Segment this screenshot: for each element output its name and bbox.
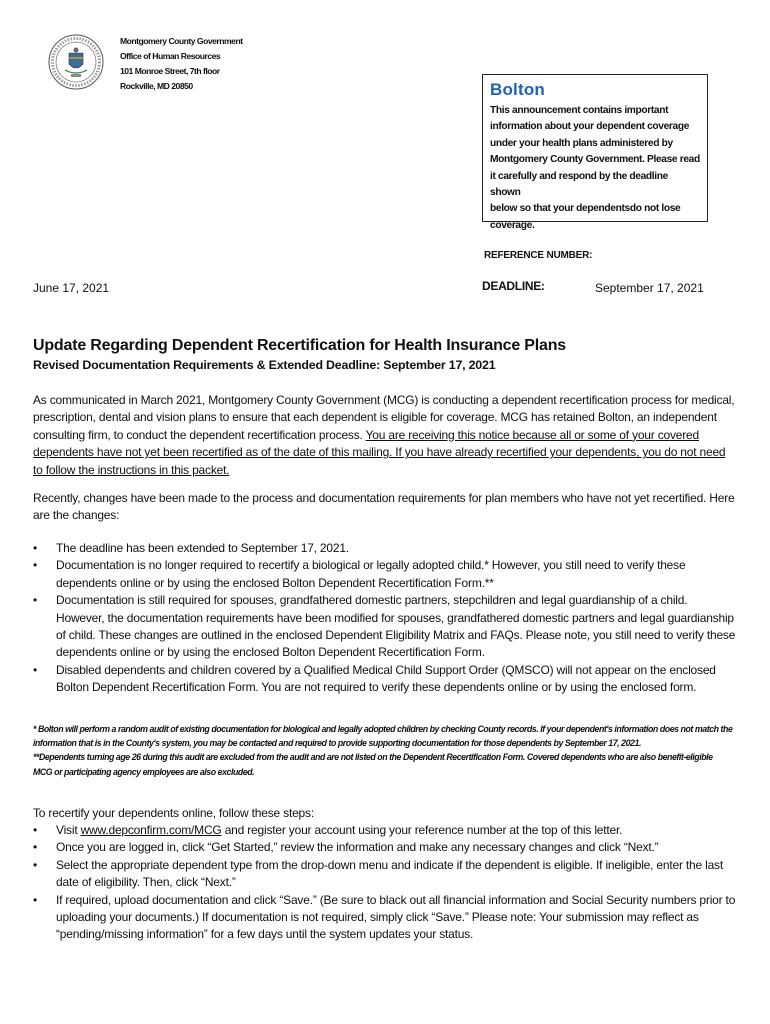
address-line: Rockville, MD 20850 (120, 81, 193, 91)
notice-line: This announcement contains important (490, 105, 669, 116)
footnote: * Bolton will perform a random audit of existing documentation for biological and legally adopted children by checking County records. If your dependent's information does not match the information that is in the County's system, you may be contacted and required to provide supporting documentation for those dependents by September 17, 2021. (33, 724, 733, 749)
bullet-icon: • (33, 892, 38, 907)
intro-text: As communicated in March 2021, Montgomery County Government (MCG) is conducting a dependent recertification process for medical, prescription, dental and vision plans to ensure that each dependent is eligible for coverage. MCG has retained Bolton, an independent consulting firm, to conduct the dependent recertification process. (33, 393, 735, 442)
address-line: Office of Human Resources (120, 51, 221, 61)
county-seal (48, 34, 104, 90)
notice-line: coverage. (490, 219, 535, 231)
address-line: 101 Monroe Street, 7th floor (120, 66, 220, 76)
bullet-icon: • (33, 662, 38, 677)
bolton-logo: Bolton (490, 80, 546, 99)
notice-line: information about your dependent coverage (490, 121, 690, 133)
footnote: **Dependents turning age 26 during this audit are excluded from the audit and are not listed on the Dependent Recertification Form. Covered dependents who are also benefit-eligible MCG or participating agency employees are also excluded. (33, 752, 713, 777)
list-item (33, 822, 738, 839)
bullet-icon: • (33, 541, 38, 555)
list-item-text: Disabled dependents and children covered by a Qualified Medical Child Support Order (QMSCO) will not appear on the enclosed Bolton Dependent Recertification Form. You are not required to verify these dependents online or by using the enclosed form. (56, 662, 716, 695)
notice-line: under your health plans administered by (490, 137, 673, 149)
list-item (33, 857, 738, 892)
notice-line: below so that your dependentsdo not lose (490, 203, 681, 215)
bullet-icon: • (33, 558, 38, 573)
list-item (33, 839, 738, 856)
depconfirm-link[interactable]: www.depconfirm.com/MCG (80, 823, 222, 837)
bullet-icon: • (33, 840, 38, 855)
step-text: and register your account using your reference number at the top of this letter. (221, 823, 623, 837)
notice-line: it carefully and respond by the deadline shown (490, 170, 668, 199)
changes-intro: Recently, changes have been made to the process and documentation requirements for plan members who have not yet recertified. Here are the changes: (33, 491, 735, 523)
step-text: Visit (56, 823, 81, 837)
letter-date: June 17, 2021 (33, 281, 110, 295)
seal-icon (48, 34, 104, 90)
deadline-value: September 17, 2021 (595, 281, 704, 295)
list-item (33, 892, 738, 944)
step-text: Select the appropriate dependent type from the drop-down menu and indicate if the dependent is eligible. If ineligible, enter the last date of eligibility. Then, click “Next.” (56, 857, 723, 890)
letter-subtitle: Revised Documentation Requirements & Extended Deadline: September 17, 2021 (33, 358, 496, 372)
list-item-text: The deadline has been extended to September 17, 2021. (56, 541, 349, 555)
step-text: If required, upload documentation and click “Save.” (Be sure to black out all financial information and Social Security numbers prior to uploading your documents.) If documentation is not required, simply click “Save.” Please note: Your submission may reflect as “pending/missing information” for a few days until the system updates your status. (56, 892, 736, 942)
reference-number-label: REFERENCE NUMBER: (484, 250, 593, 261)
bullet-icon: • (33, 593, 38, 608)
notice-box (482, 74, 708, 231)
list-item-text: Documentation is no longer required to recertify a biological or legally adopted child.* However, you still need to verify these dependents online or by using the enclosed Bolton Dependent Recertification Form.** (56, 558, 686, 590)
list-item (33, 662, 738, 697)
intro-underlined-text: You are receiving this notice because all or some of your covered dependents have not yet been recertified as of the date of this mailing. If you have already recertified your dependents, you do not need to follow the instructions in this packet. (33, 427, 726, 477)
list-item (33, 557, 738, 592)
step-text: Once you are logged in, click “Get Started,” review the information and make any necessary changes and click “Next.” (56, 840, 659, 855)
sender-address (120, 34, 243, 94)
notice-text (490, 103, 700, 234)
bullet-icon: • (33, 857, 38, 872)
deadline-label: DEADLINE: (482, 279, 545, 293)
address-line: Montgomery County Government (120, 36, 243, 46)
intro-paragraph (33, 392, 738, 479)
bullet-icon: • (33, 823, 38, 837)
list-item (33, 592, 738, 662)
steps-intro: To recertify your dependents online, follow these steps: (33, 806, 314, 820)
list-item-text: Documentation is still required for spouses, grandfathered domestic partners, stepchildren and legal guardianship of a child. However, the documentation requirements have been modified for spouses, grandfathered domestic partners and legal guardianship of child. These changes are outlined in the enclosed Dependent Eligibility Matrix and FAQs. Please note, you still need to verify these dependents online or by using the enclosed Bolton Dependent Recertification Form. (56, 593, 736, 660)
steps-list (33, 822, 738, 944)
changes-list (33, 540, 738, 697)
list-item (33, 540, 738, 557)
letter-title: Update Regarding Dependent Recertification for Health Insurance Plans (33, 337, 566, 354)
footnotes (33, 722, 733, 779)
notice-line: Montgomery County Government. Please read (490, 154, 700, 166)
